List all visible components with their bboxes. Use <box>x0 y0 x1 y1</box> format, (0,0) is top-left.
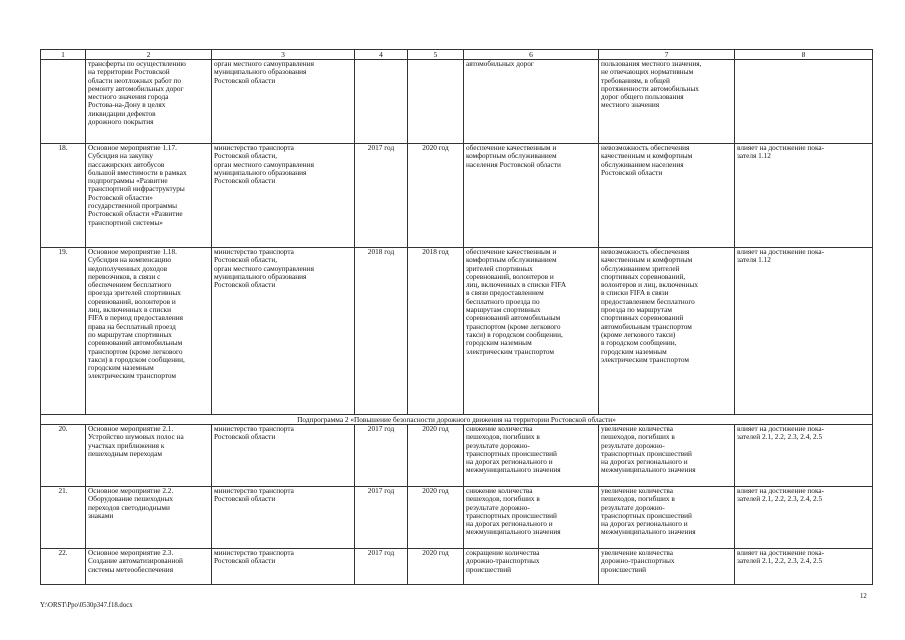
page-number: 12 <box>860 593 867 600</box>
subprogram-row <box>41 415 873 425</box>
expected-result: обеспечение качественным и комфортным обслуживанием зрителей спортивных соревнований, волонтеров и лиц, включенных в списки FIFA в связи предоставлением бесплатного проезда по маршрутам спортивных соревнований автомобильным транспортом (кроме легкового такси) в городском сообщении, городским наземным электрическим транспортом <box>464 248 599 415</box>
executor: министерство транспорта Ростовской области <box>212 487 355 549</box>
expected-result: сокращение количества дорожно-транспортных происшествий <box>464 549 599 585</box>
row-number <box>41 60 86 144</box>
executor: орган местного самоуправления муниципального образования Ростовской области <box>212 60 355 144</box>
column-number: 2 <box>86 50 212 60</box>
table-row <box>41 144 873 248</box>
subprogram-title: Подпрограмма 2 «Повышение безопасности дорожного движения на территории Ростовской области» <box>41 415 873 425</box>
table-row <box>41 549 873 585</box>
row-number: 19. <box>41 248 86 415</box>
measure-name: Основное мероприятие 2.3. Создание автоматизированной системы метеообеспечения <box>86 549 212 585</box>
end-year: 2020 год <box>408 549 464 585</box>
end-year: 2020 год <box>408 425 464 487</box>
expected-result: автомобильных дорог <box>464 60 599 144</box>
column-number: 1 <box>41 50 86 60</box>
measure-name: Основное мероприятие 2.1. Устройство шумовых полос на участках приближения к пешеходным переходам <box>86 425 212 487</box>
column-number: 7 <box>599 50 735 60</box>
executor: министерство транспорта Ростовской области <box>212 549 355 585</box>
row-number: 22. <box>41 549 86 585</box>
column-number: 4 <box>355 50 408 60</box>
expected-result: снижение количества пешеходов, погибших в результате дорожно- транспортных происшествий на дорогах регионального и межмуниципального значения <box>464 487 599 549</box>
indicator-link <box>735 60 873 144</box>
start-year: 2017 год <box>355 549 408 585</box>
measure-name: Основное мероприятие 1.18. Субсидия на компенсацию недополученных доходов перевозчиков, в связи с обеспечением бесплатного проезда зрителей спортивных соревнований, волонтеров и лиц, включенных в списки FIFA в период предоставления права на бесплатный проезд по маршрутам спортивных соревнований автомобильным транспортом (кроме легкового такси) в городском сообщении, городским наземным электрическим транспортом <box>86 248 212 415</box>
executor: министерство транспорта Ростовской области, орган местного самоуправления муниципального образования Ростовской области <box>212 248 355 415</box>
non-implementation-consequence: увеличение количества дорожно-транспортных происшествий <box>599 549 735 585</box>
end-year: 2020 год <box>408 144 464 248</box>
start-year: 2017 год <box>355 425 408 487</box>
start-year: 2017 год <box>355 144 408 248</box>
indicator-link: влияет на достижение пока- зателей 2.1, 2.2, 2.3, 2.4, 2.5 <box>735 549 873 585</box>
table-row <box>41 487 873 549</box>
column-number: 8 <box>735 50 873 60</box>
non-implementation-consequence: невозможность обеспечения качественным и комфортным обслуживанием зрителей спортивных соревнований, волонтеров и лиц, включенных в списки FIFA в связи предоставлением бесплатного проезда по маршрутам спортивных соревнований автомобильным транспортом (кроме легкового такси) в городском сообщении, городским наземным электрическим транспортом <box>599 248 735 415</box>
measure-name: Основное мероприятие 2.2. Оборудование пешеходных переходов светодиодными знаками <box>86 487 212 549</box>
column-number-row <box>41 50 873 60</box>
table-row <box>41 425 873 487</box>
measure-name: Основное мероприятие 1.17. Субсидия на закупку пассажирских автобусов большой вместимости в рамках подпрограммы «Развитие транспортной инфраструктуры Ростовской области» государственной программы Ростовской области «Развитие транспортной системы» <box>86 144 212 248</box>
column-number: 3 <box>212 50 355 60</box>
indicator-link: влияет на достижение пока- зателя 1.12 <box>735 144 873 248</box>
non-implementation-consequence: увеличение количества пешеходов, погибших в результате дорожно- транспортных происшествий на дорогах регионального и межмуниципального значения <box>599 425 735 487</box>
file-path-footer: Y:\ORST\Ppo\0530p347.f18.docx <box>40 602 133 609</box>
start-year: 2017 год <box>355 487 408 549</box>
end-year: 2020 год <box>408 487 464 549</box>
non-implementation-consequence: увеличение количества пешеходов, погибших в результате дорожно- транспортных происшествий на дорогах регионального и межмуниципального значения <box>599 487 735 549</box>
end-year <box>408 60 464 144</box>
end-year: 2018 год <box>408 248 464 415</box>
indicator-link: влияет на достижение пока- зателей 2.1, 2.2, 2.3, 2.4, 2.5 <box>735 487 873 549</box>
measure-name: трансферты по осуществлению на территории Ростовской области неотложных работ по ремонту автомобильных дорог местного значения города Ростова-на-Дону в целях ликвидации дефектов дорожного покрытия <box>86 60 212 144</box>
column-number: 6 <box>464 50 599 60</box>
indicator-link: влияет на достижение пока- зателей 2.1, 2.2, 2.3, 2.4, 2.5 <box>735 425 873 487</box>
table-row <box>41 248 873 415</box>
column-number: 5 <box>408 50 464 60</box>
executor: министерство транспорта Ростовской области, орган местного самоуправления муниципального образования Ростовской области <box>212 144 355 248</box>
table-row <box>41 60 873 144</box>
non-implementation-consequence: пользования местного значения, не отвечающих нормативным требованиям, в общей протяженности автомобильных дорог общего пользования местного значения <box>599 60 735 144</box>
row-number: 21. <box>41 487 86 549</box>
start-year <box>355 60 408 144</box>
expected-result: снижение количества пешеходов, погибших в результате дорожно- транспортных происшествий на дорогах регионального и межмуниципального значения <box>464 425 599 487</box>
non-implementation-consequence: невозможность обеспечения качественным и комфортным обслуживанием населения Ростовской области <box>599 144 735 248</box>
row-number: 18. <box>41 144 86 248</box>
start-year: 2018 год <box>355 248 408 415</box>
executor: министерство транспорта Ростовской области <box>212 425 355 487</box>
row-number: 20. <box>41 425 86 487</box>
indicator-link: влияет на достижение пока- зателя 1.12 <box>735 248 873 415</box>
program-table <box>40 49 873 585</box>
expected-result: обеспечение качественным и комфортным обслуживанием населения Ростовской области <box>464 144 599 248</box>
